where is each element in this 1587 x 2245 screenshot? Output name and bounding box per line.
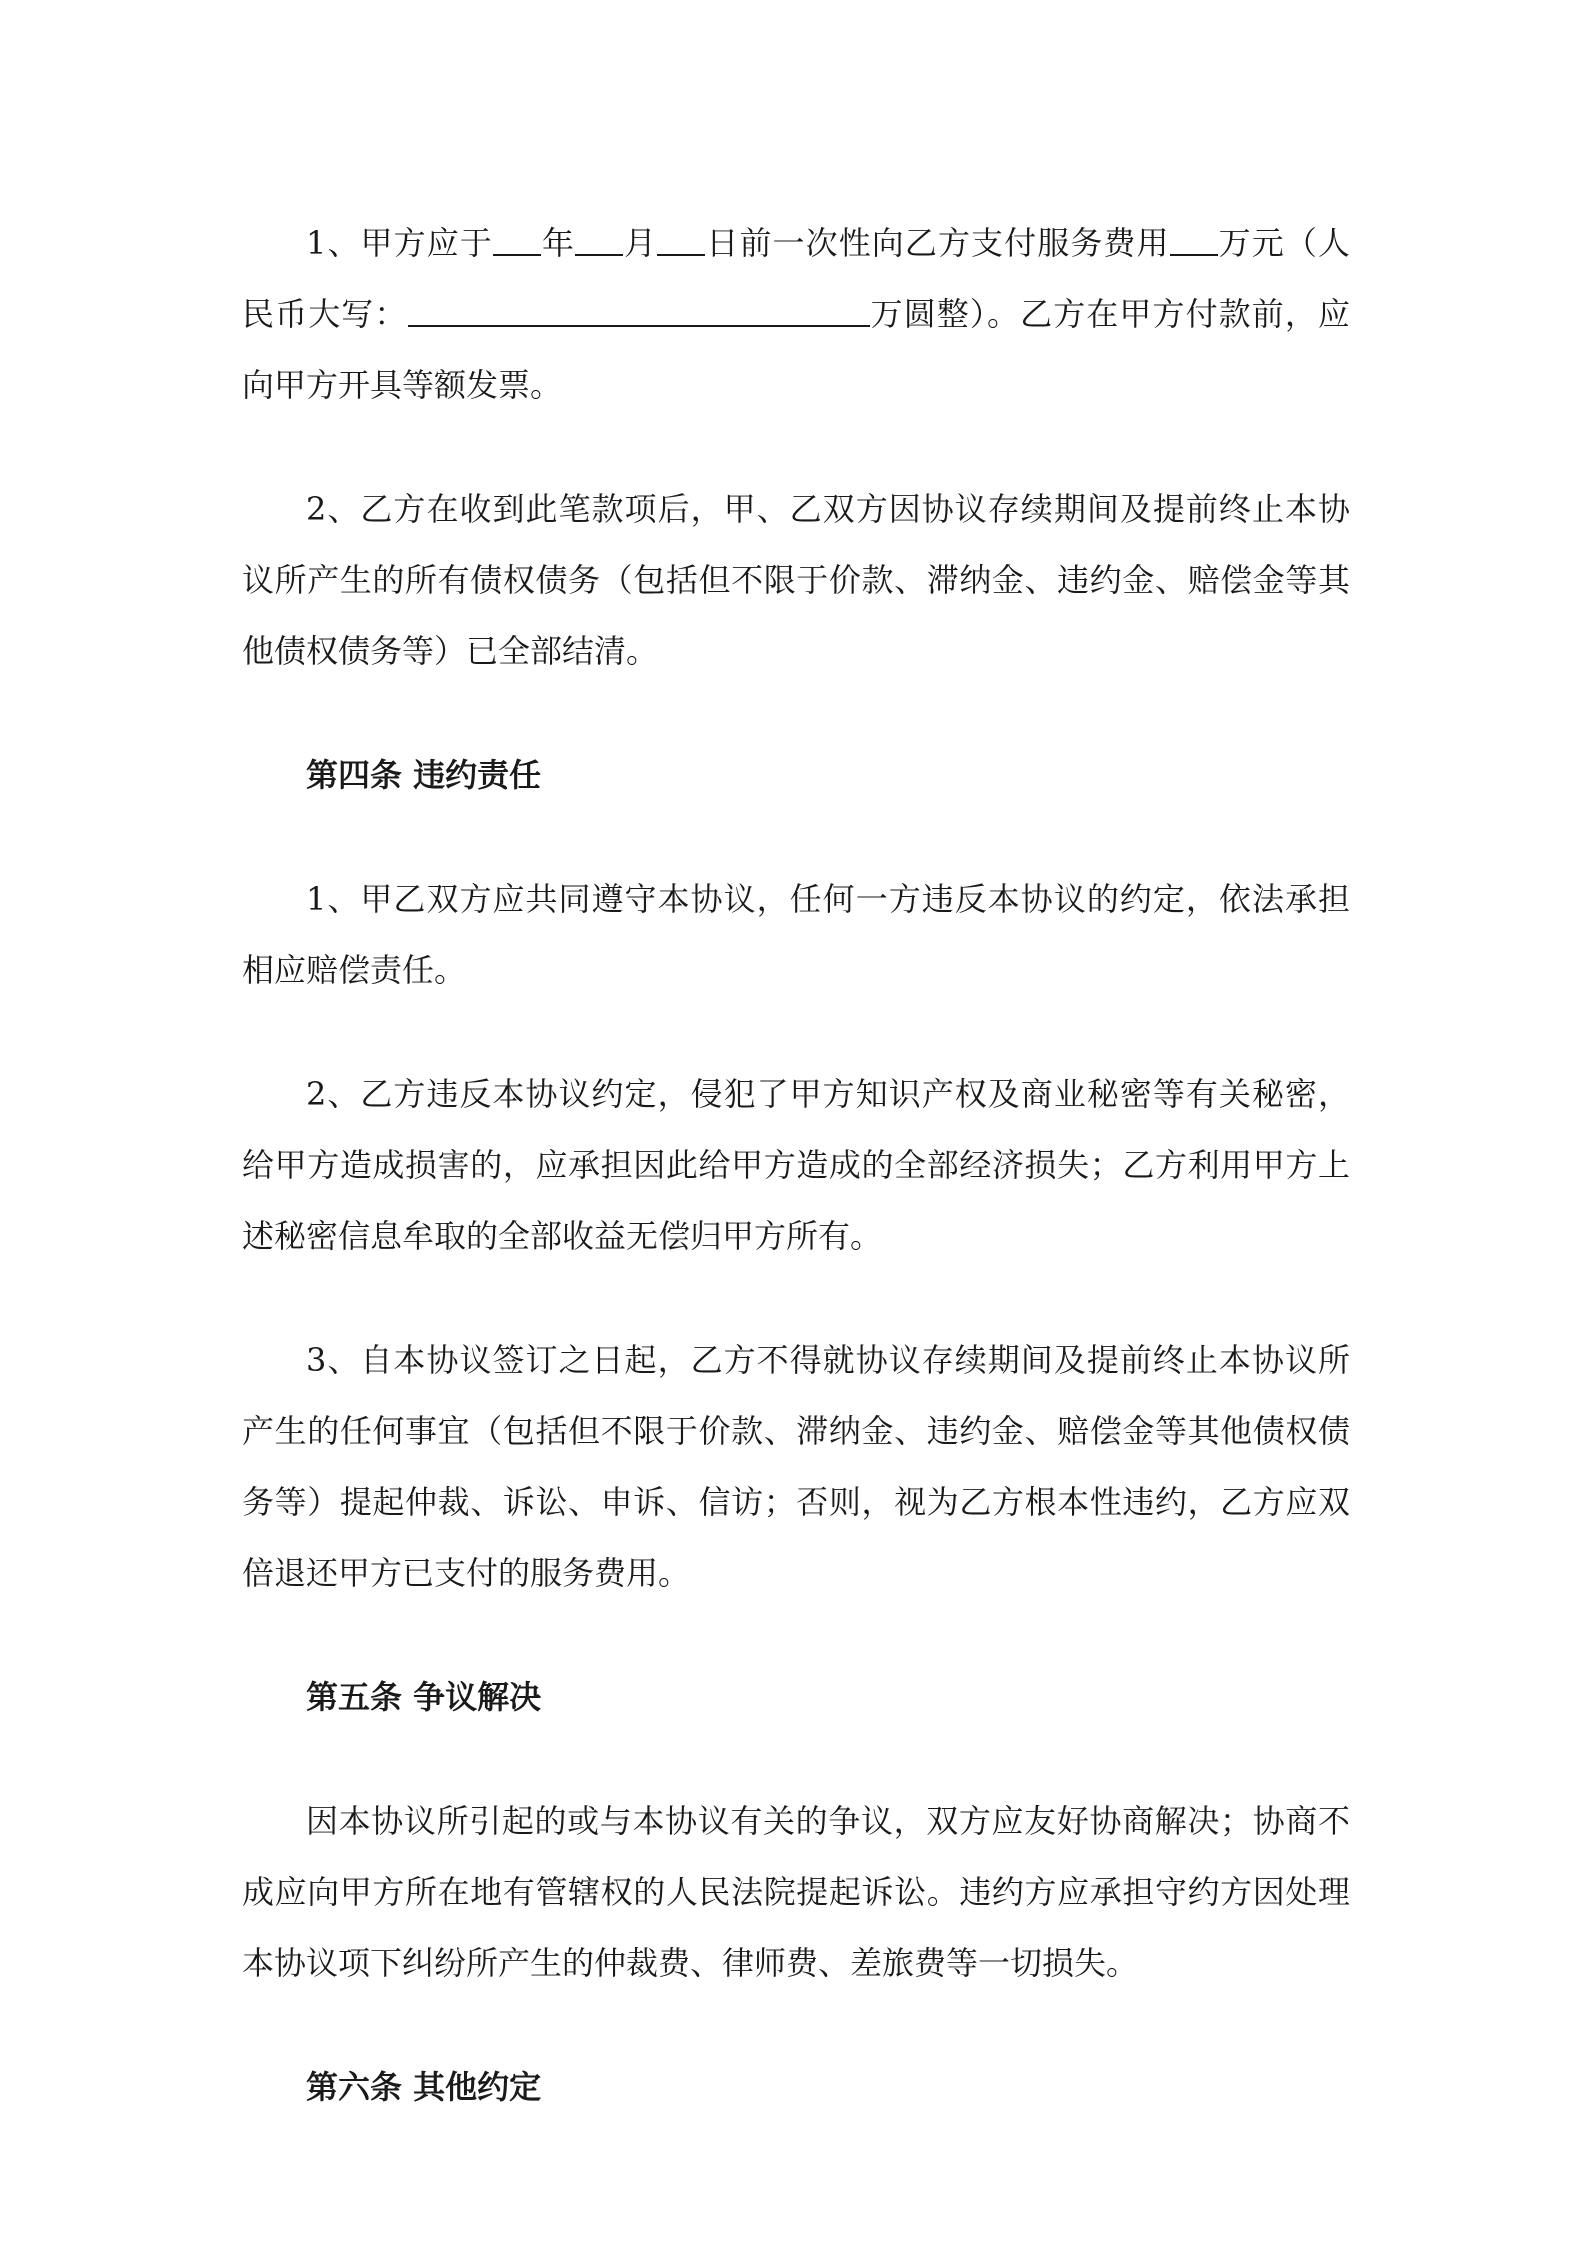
payment-clause-1 xyxy=(242,208,1350,421)
payment-clause-2: 2、乙方在收到此笔款项后，甲、乙双方因协议存续期间及提前终止本协议所产生的所有债权债务（包括但不限于价款、滞纳金、违约金、赔偿金等其他债权债务等）已全部结清。 xyxy=(242,490,1350,670)
section-heading-dispute: 第五条 争议解决 xyxy=(306,1678,542,1716)
year-label: 年 xyxy=(540,224,576,262)
payment-text-1: 1、甲方应于 xyxy=(306,224,493,262)
payment-text-3: 万元（人民币大写： xyxy=(242,224,1350,333)
dispute-clause: 因本协议所引起的或与本协议有关的争议，双方应友好协商解决；协商不成应向甲方所在地有管辖权的人民法院提起诉讼。违约方应承担守约方因处理本协议项下纠纷所产生的仲裁费、律师费、差旅费等一切损失。 xyxy=(242,1802,1350,1982)
section-heading-other: 第六条 其他约定 xyxy=(306,2068,542,2106)
payment-text-2: 日前一次性向乙方支付服务费用 xyxy=(705,224,1170,262)
day-blank xyxy=(657,224,705,256)
month-label: 月 xyxy=(623,224,658,262)
document-body xyxy=(242,208,1350,2123)
breach-clause-3: 3、自本协议签订之日起，乙方不得就协议存续期间及提前终止本协议所产生的任何事宜（包括但不限于价款、滞纳金、违约金、赔偿金等其他债权债务等）提起仲裁、诉讼、申诉、信访；否则，视为乙方根本性违约，乙方应双倍退还甲方已支付的服务费用。 xyxy=(242,1341,1350,1592)
amount-blank xyxy=(1170,224,1218,256)
year-blank xyxy=(493,224,541,256)
section-heading-breach: 第四条 违约责任 xyxy=(306,756,542,794)
payment-text-4: 万圆整）。乙方在甲方付款前，应向甲方开具等额发票。 xyxy=(242,295,1350,404)
breach-clause-2: 2、乙方违反本协议约定，侵犯了甲方知识产权及商业秘密等有关秘密，给甲方造成损害的，应承担因此给甲方造成的全部经济损失；乙方利用甲方上述秘密信息牟取的全部收益无偿归甲方所有。 xyxy=(242,1075,1350,1255)
breach-clause-1: 1、甲乙双方应共同遵守本协议，任何一方违反本协议的约定，依法承担相应赔偿责任。 xyxy=(242,880,1350,989)
month-blank xyxy=(575,224,623,256)
amount-uppercase-blank xyxy=(408,295,870,327)
